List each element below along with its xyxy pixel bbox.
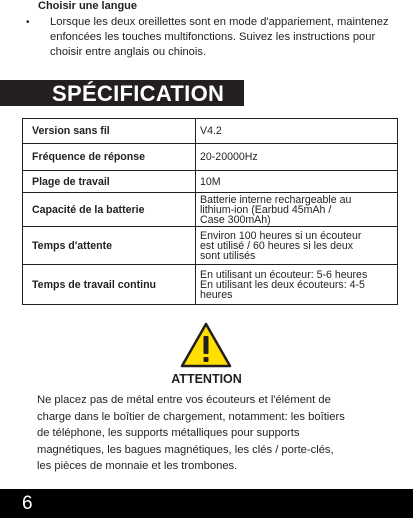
spec-label: Capacité de la batterie [23, 193, 196, 227]
spec-value-line: V4.2 [200, 125, 222, 137]
spec-title: SPÉCIFICATION [52, 81, 225, 106]
footer-bar [0, 489, 413, 518]
spec-label: Plage de travail [23, 171, 196, 193]
attention-heading: ATTENTION [171, 372, 242, 386]
spec-value-line: Environ 100 heures si un écouteur [200, 229, 362, 242]
warning-line: de téléphone, les supports métalliques pour supports [37, 427, 300, 439]
spec-value-line: 20-20000Hz [200, 151, 258, 163]
table-row [23, 119, 398, 144]
warning-text [37, 392, 387, 475]
language-instruction [26, 15, 406, 60]
spec-value-line: lithium-ion (Earbud 45mAh / [200, 203, 332, 216]
warning-triangle-icon [180, 322, 232, 368]
spec-value [196, 144, 398, 171]
table-row [23, 144, 398, 171]
spec-value-line: Batterie interne rechargeable au [200, 193, 352, 206]
spec-label: Version sans fil [23, 119, 196, 144]
warning-line: les pièces de monnaie et les trombones. [37, 460, 238, 472]
warning-line: magnétiques, les bagues magnétiques, les clés / porte-clés, [37, 443, 334, 456]
warning-line: Ne placez pas de métal entre vos écouteurs et l'élément de [37, 394, 331, 406]
spec-table [22, 118, 398, 305]
warning-line: charge dans le boîtier de chargement, notamment: les boîtiers [37, 410, 345, 423]
spec-value-line: est utilisé / 60 heures si les deux [200, 239, 354, 252]
spec-value [196, 265, 398, 305]
table-row [23, 227, 398, 265]
table-row [23, 265, 398, 305]
bullet-symbol: • [26, 17, 30, 28]
page-number: 6 [22, 493, 33, 514]
instruction-text: Lorsque les deux oreillettes sont en mode d'appariement, maintenez enfoncées les touches multifonctions. Suivez les instructions pour choisir entre anglais ou chinois. [50, 16, 389, 58]
table-row [23, 171, 398, 193]
spec-value-line: 10M [200, 175, 221, 188]
spec-label: Temps d'attente [23, 227, 196, 265]
spec-value-line: Case 300mAh) [200, 213, 271, 226]
spec-value-line: heures [200, 288, 233, 301]
spec-value-line: sont utilisés [200, 249, 256, 262]
spec-value [196, 193, 398, 227]
spec-value [196, 171, 398, 193]
spec-value [196, 119, 398, 144]
spec-value [196, 227, 398, 265]
table-row [23, 193, 398, 227]
spec-label: Temps de travail continu [23, 265, 196, 305]
spec-value-line: En utilisant les deux écouteurs: 4-5 [200, 278, 365, 291]
language-heading: Choisir une langue [38, 0, 138, 12]
spec-label: Fréquence de réponse [23, 144, 196, 171]
spec-value-line: En utilisant un écouteur: 5-6 heures [200, 268, 368, 281]
